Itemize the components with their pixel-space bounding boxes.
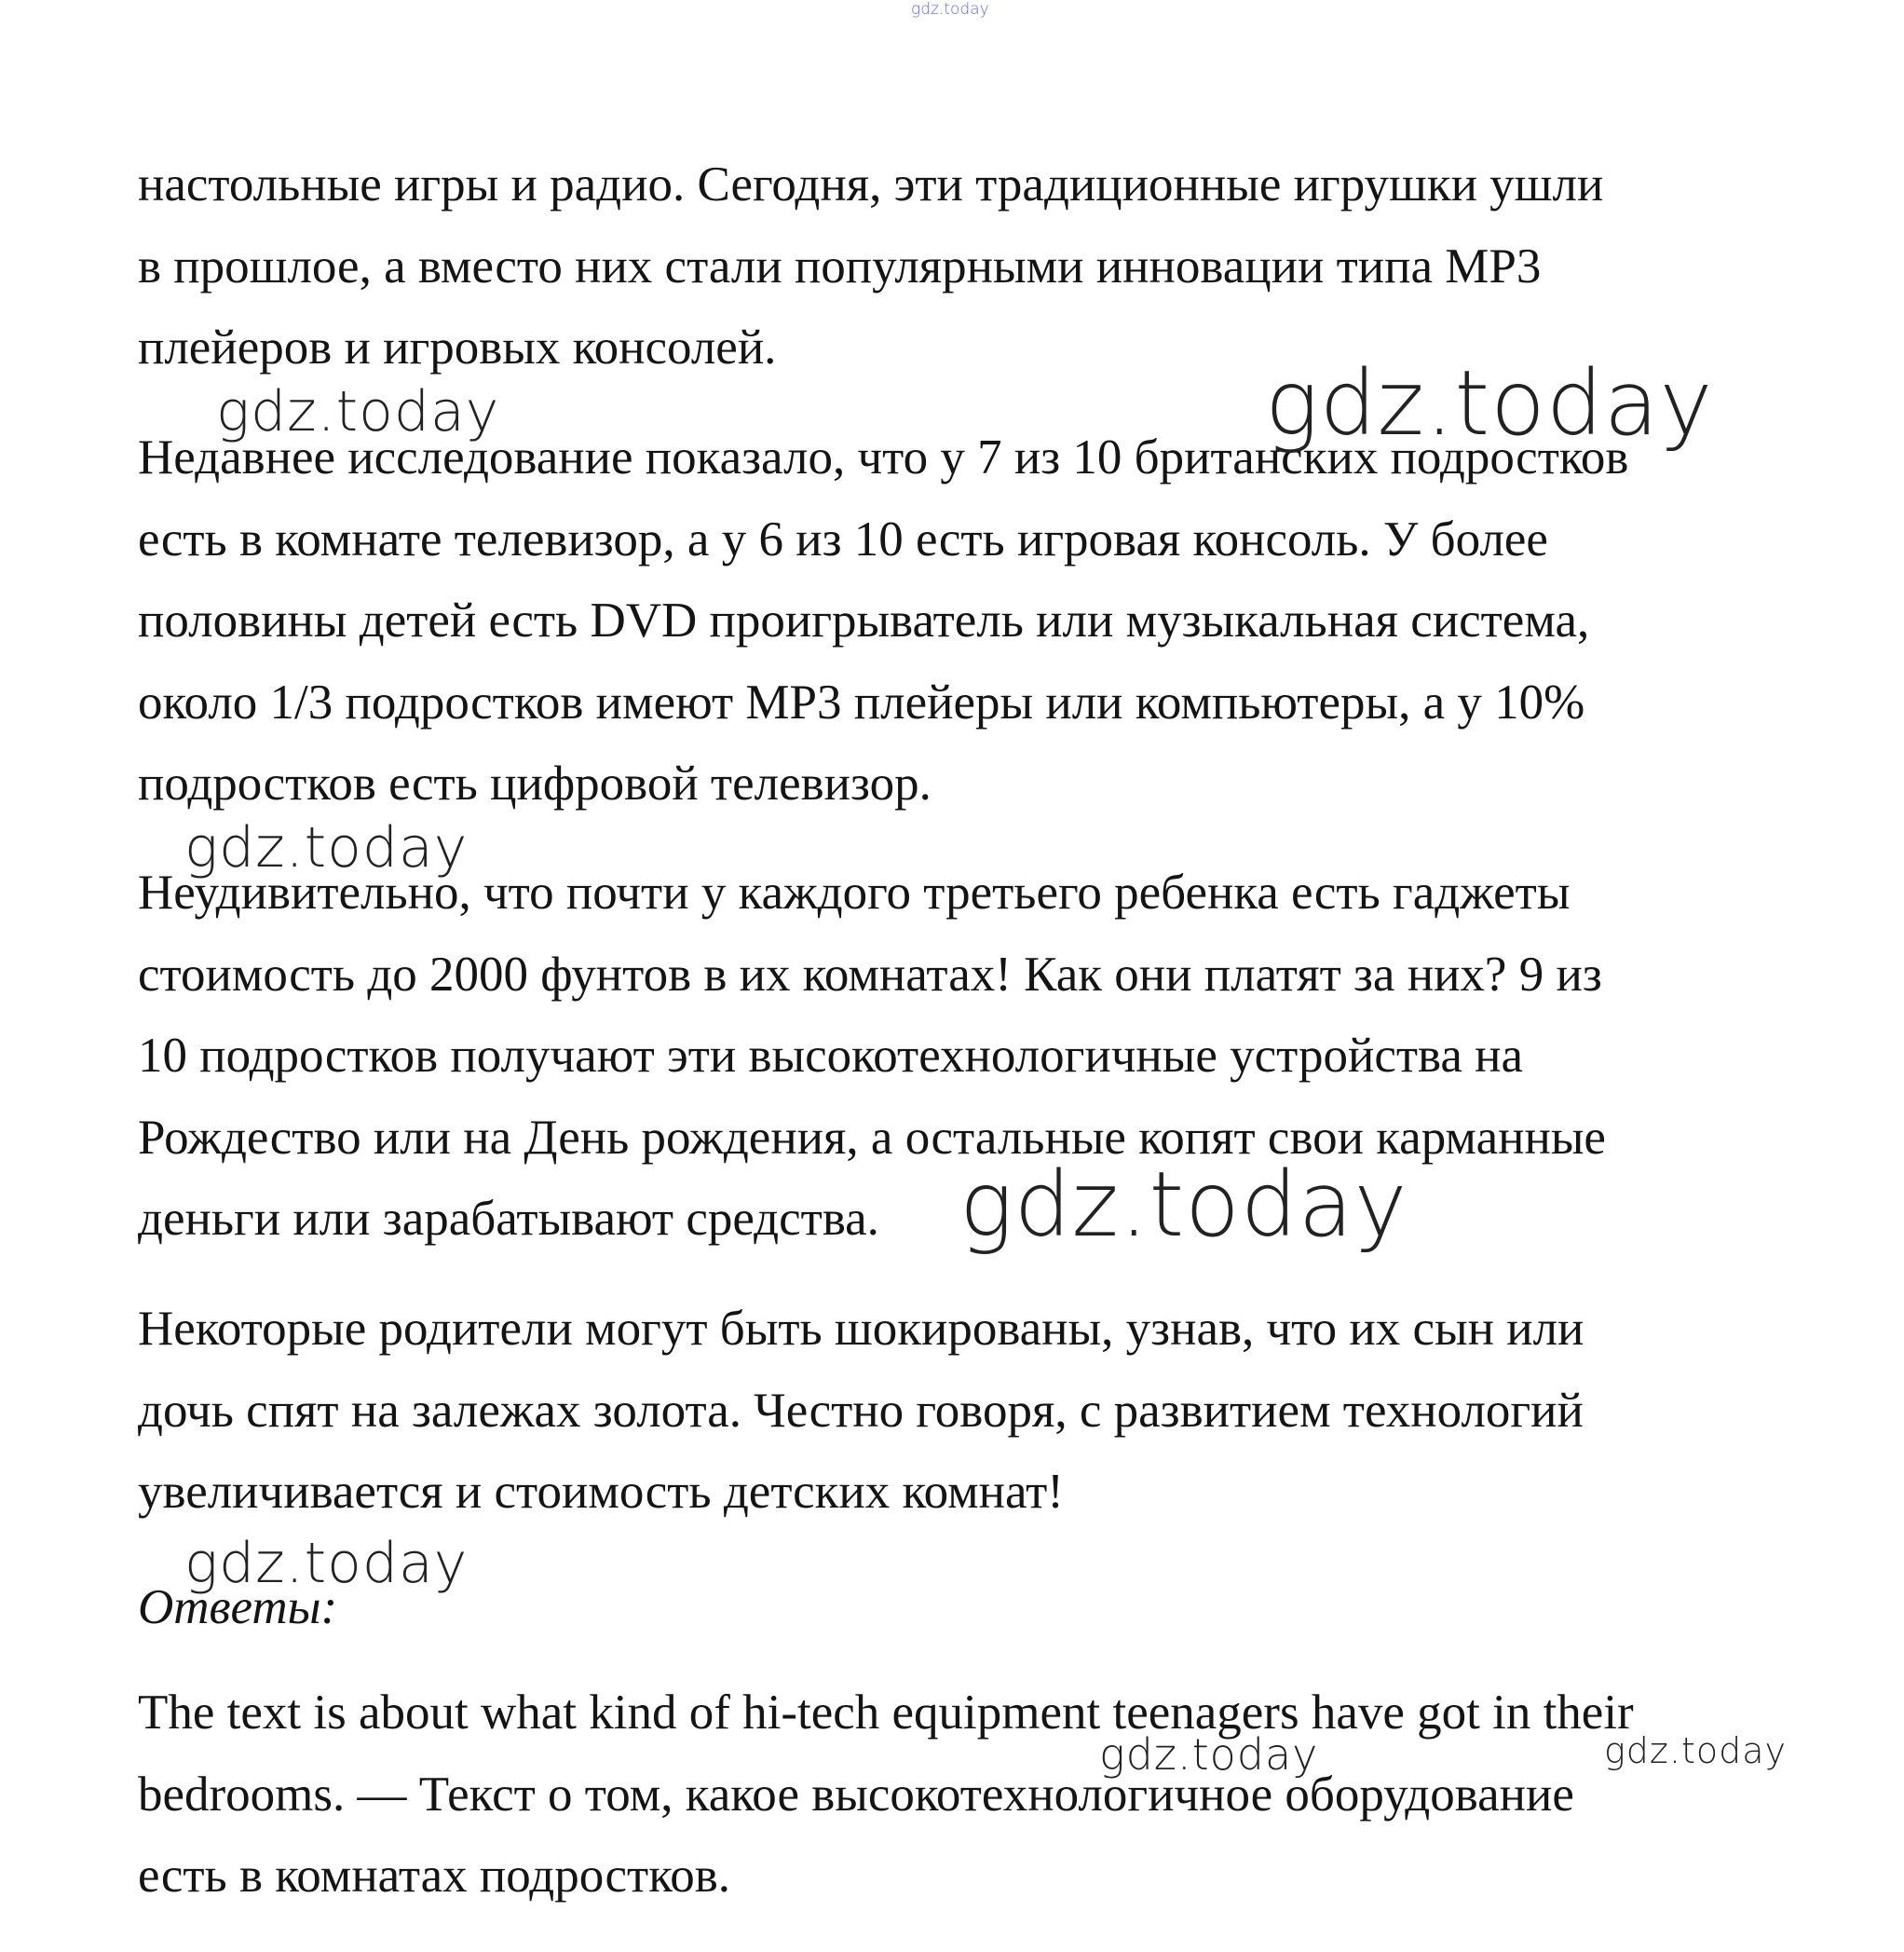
watermark: gdz.today bbox=[184, 1531, 469, 1596]
answer-text: The text is about what kind of hi-tech equipment teenagers have got in their bedrooms. — Текст о том, какое высокотехнологичное оборудование есть в комнатах подростков. bbox=[138, 1686, 1634, 1903]
paragraph-1: настольные игры и радио. Сегодня, эти традиционные игрушки ушли в прошлое, а вместо них стали популярными инновации типа MP3 плейеров и игровых консолей. bbox=[138, 157, 1604, 375]
watermark: gdz.today bbox=[1099, 1729, 1319, 1780]
watermark: gdz.today bbox=[1604, 1730, 1787, 1771]
watermark: gdz.today bbox=[959, 1153, 1408, 1257]
paragraph-2: Недавнее исследование показало, что у 7 из 10 британских подростков есть в комнате телевизор, а у 6 из 10 есть игровая консоль. У более половины детей есть DVD проигрыватель или музыкальная система, около 1/3 подростков имеют MP3 плейеры или компьютеры, а у 10% подростков есть цифровой телевизор. bbox=[138, 430, 1629, 811]
watermark-top: gdz.today bbox=[911, 0, 989, 19]
watermark: gdz.today bbox=[216, 379, 500, 444]
answers-heading: Ответы: bbox=[138, 1580, 338, 1634]
paragraph-3: Неудивительно, что почти у каждого третьего ребенка есть гаджеты стоимость до 2000 фунтов в их комнатах! Как они платят за них? 9 из 10 подростков получают эти высокотехнологичные устройства на Рождество или на День рождения, а остальные копят свои карманные деньги или зарабатывают средства. bbox=[138, 866, 1606, 1246]
watermark: gdz.today bbox=[184, 815, 469, 880]
paragraph-4: Некоторые родители могут быть шокированы, узнав, что их сын или дочь спят на залежах золота. Честно говоря, с развитием технологий увеличивается и стоимость детских комнат! bbox=[138, 1302, 1584, 1519]
watermark: gdz.today bbox=[1265, 351, 1714, 456]
